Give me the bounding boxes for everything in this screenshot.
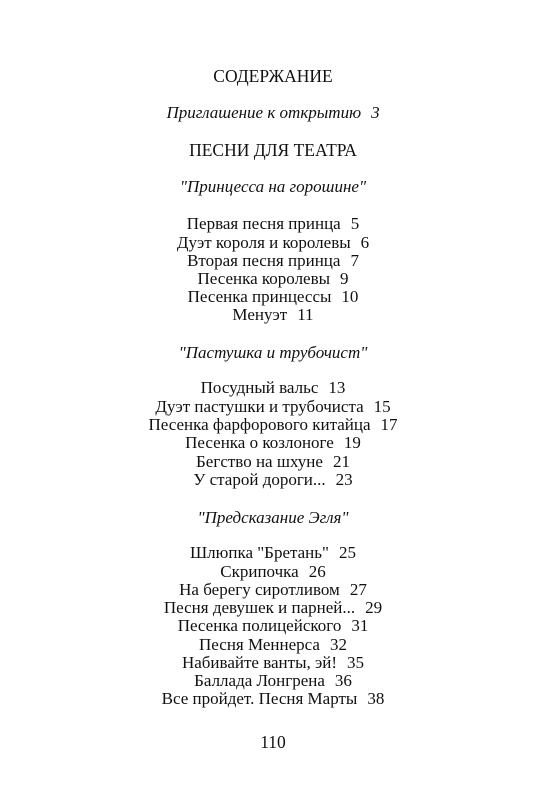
toc-entry-page: 38	[367, 689, 385, 708]
section-title: ПЕСНИ ДЛЯ ТЕАТРА	[189, 140, 357, 160]
toc-entry	[0, 653, 546, 673]
toc-entry-label: Первая песня принца	[186, 214, 341, 233]
toc-entry	[0, 562, 546, 582]
toc-entry	[0, 689, 546, 709]
toc-entry	[0, 635, 546, 655]
toc-entry-label: Песенка полицейского	[177, 616, 342, 635]
group-title: "Предсказание Эгля"	[197, 508, 349, 527]
toc-entry-page: 25	[338, 543, 356, 562]
toc-entry-label: Набивайте ванты, эй!	[181, 653, 338, 672]
toc-entry-label: Менуэт	[232, 305, 288, 324]
toc-entry-label: Баллада Лонгрена	[194, 671, 325, 690]
toc-entry-page: 29	[365, 598, 383, 617]
toc-entry	[0, 598, 546, 618]
toc-entry-label: Песенка фарфорового китайца	[148, 415, 371, 434]
toc-entry-page: 10	[341, 287, 359, 306]
toc-entry-page: 6	[360, 233, 370, 252]
toc-entry-page: 7	[350, 251, 359, 270]
toc-entry-label: У старой дороги...	[193, 470, 326, 489]
toc-entry	[0, 214, 546, 234]
toc-entry-page: 31	[351, 616, 369, 635]
toc-entry	[0, 287, 546, 307]
toc-entry-page: 13	[328, 378, 346, 397]
toc-entry-label: Песенка королевы	[197, 269, 331, 288]
group-title: "Принцесса на горошине"	[179, 177, 367, 196]
toc-entry-page: 17	[380, 415, 398, 434]
toc-entry-page: 9	[340, 269, 349, 288]
toc-entry-page: 15	[373, 397, 391, 416]
toc-entry-page: 27	[349, 580, 367, 599]
toc-entry	[0, 305, 546, 325]
toc-entry	[0, 233, 546, 253]
toc-entry-label: Дуэт короля и королевы	[176, 233, 351, 252]
toc-entry-intro	[0, 103, 546, 123]
toc-entry-label: Дуэт пастушки и трубочиста	[155, 397, 364, 416]
toc-entry-page: 23	[335, 470, 353, 489]
toc-entry-label: Посудный вальс	[200, 378, 319, 397]
toc-entry	[0, 269, 546, 289]
toc-entry-page: 11	[297, 305, 314, 324]
toc-entry-page: 26	[308, 562, 326, 581]
toc-entry-label: Скрипочка	[220, 562, 299, 581]
page-title: СОДЕРЖАНИЕ	[213, 66, 333, 86]
toc-entry-label: Приглашение к открытию	[166, 103, 362, 122]
toc-entry-label: Песенка принцессы	[187, 287, 332, 306]
group-title: "Пастушка и трубочист"	[178, 343, 368, 362]
toc-entry-label: Песенка о козлоноге	[185, 433, 334, 452]
toc-entry-label: Бегство на шхуне	[196, 452, 323, 471]
toc-entry-page: 21	[332, 452, 350, 471]
toc-entry-page: 19	[343, 433, 361, 452]
toc-entry-label: Все пройдет. Песня Марты	[161, 689, 358, 708]
toc-entry-label: На берегу сиротливом	[179, 580, 340, 599]
toc-entry-page: 35	[347, 653, 365, 672]
toc-entry	[0, 397, 546, 417]
toc-entry	[0, 470, 546, 490]
toc-entry-page: 32	[329, 635, 347, 654]
toc-entry	[0, 415, 546, 435]
toc-entry	[0, 378, 546, 398]
toc-entry	[0, 543, 546, 563]
toc-entry	[0, 671, 546, 691]
toc-entry-label: Шлюпка "Бретань"	[190, 543, 329, 562]
toc-entry	[0, 580, 546, 600]
toc-entry-page: 3	[371, 103, 380, 122]
toc-entry-page: 5	[350, 214, 360, 233]
toc-entry	[0, 251, 546, 271]
toc-entry-label: Песня Меннерса	[199, 635, 320, 654]
toc-entry	[0, 616, 546, 636]
toc-entry-page: 36	[334, 671, 352, 690]
toc-entry-label: Вторая песня принца	[187, 251, 341, 270]
toc-entry	[0, 452, 546, 472]
toc-entry	[0, 433, 546, 453]
page-number: 110	[260, 732, 286, 752]
toc-entry-label: Песня девушек и парней...	[163, 598, 356, 617]
